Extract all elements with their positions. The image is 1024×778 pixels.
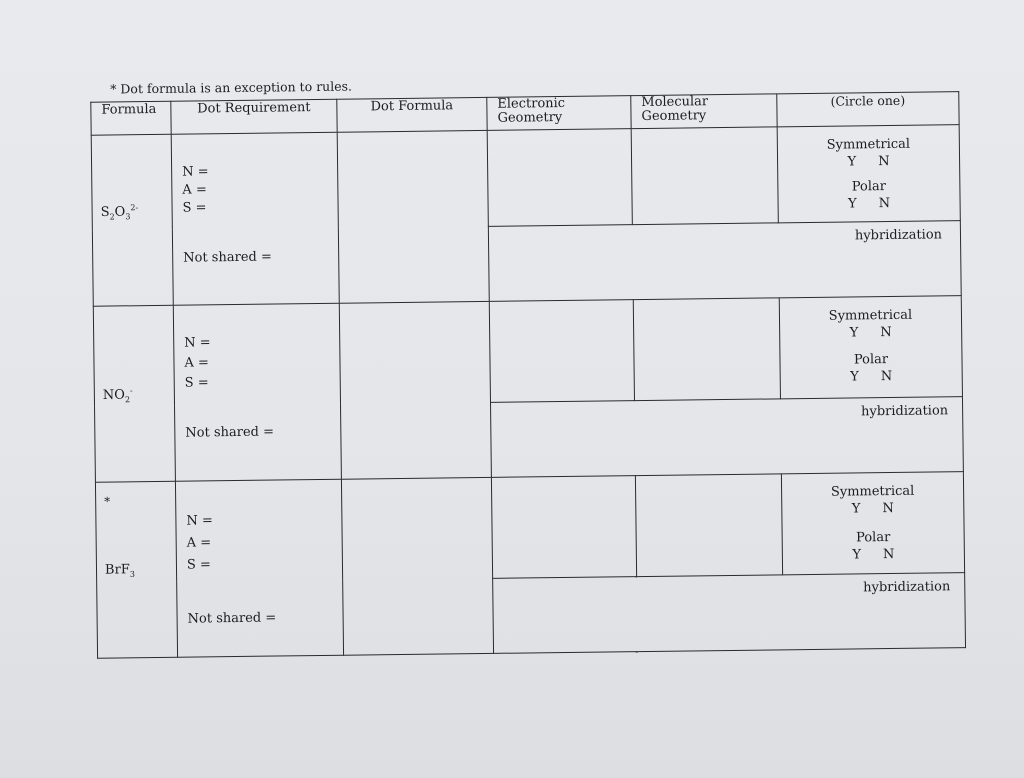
- formula-sub: 3: [125, 212, 131, 222]
- polar-no-option[interactable]: N: [882, 546, 895, 563]
- s-label: S =: [184, 375, 209, 391]
- a-label: A =: [182, 182, 207, 198]
- a-label: A =: [184, 355, 210, 371]
- electronic-geometry-cell[interactable]: [487, 129, 632, 226]
- electronic-geometry-cell[interactable]: [491, 476, 636, 578]
- polar-yes-option[interactable]: Y: [848, 196, 857, 212]
- symmetrical-no-option[interactable]: N: [878, 153, 890, 170]
- molecular-geometry-cell[interactable]: [631, 127, 778, 224]
- header-electronic-geometry: Electronic Geometry: [487, 96, 631, 131]
- formula-main: BrF: [104, 562, 130, 578]
- symmetrical-label: Symmetrical: [826, 136, 911, 153]
- hybridization-label: hybridization: [863, 578, 951, 595]
- symmetrical-no-option[interactable]: N: [882, 500, 894, 517]
- n-label: N =: [186, 513, 213, 529]
- polar-label: Polar: [855, 530, 891, 546]
- electronic-geometry-cell[interactable]: [489, 300, 634, 402]
- symmetrical-label: Symmetrical: [828, 307, 913, 324]
- formula-label: [101, 203, 139, 221]
- header-molecular-geometry: Molecular Geometry: [631, 94, 777, 129]
- formula-charge: -: [129, 386, 133, 396]
- formula-mid: O: [114, 204, 126, 220]
- polar-no-option[interactable]: N: [878, 195, 891, 212]
- s-label: S =: [186, 557, 211, 573]
- hybridization-label: hybridization: [860, 402, 949, 419]
- formula-main: NO: [102, 387, 126, 403]
- symmetrical-label: Symmetrical: [830, 483, 915, 500]
- dot-formula-cell[interactable]: [341, 477, 493, 655]
- hybridization-cell[interactable]: [488, 220, 961, 301]
- dot-requirement-cell: [171, 132, 339, 305]
- symmetrical-yes-option[interactable]: Y: [847, 154, 857, 170]
- not-shared-label: Not shared =: [187, 610, 277, 627]
- exception-note: * Dot formula is an exception to rules.: [110, 78, 353, 97]
- not-shared-label: Not shared =: [183, 249, 272, 266]
- hybridization-label: hybridization: [854, 226, 943, 243]
- hybridization-cell[interactable]: [490, 396, 963, 477]
- polar-yes-option[interactable]: Y: [852, 547, 862, 563]
- polar-yes-option[interactable]: Y: [850, 369, 859, 385]
- dot-formula-cell[interactable]: [337, 130, 489, 303]
- symmetrical-no-option[interactable]: N: [880, 324, 892, 341]
- header-formula: Formula: [91, 101, 171, 135]
- dot-requirement-cell: [175, 479, 343, 657]
- header-circle-one: (Circle one): [777, 92, 959, 127]
- header-dot-formula: Dot Formula: [337, 97, 487, 132]
- symmetrical-yes-option[interactable]: Y: [849, 325, 859, 341]
- polar-label: Polar: [853, 352, 889, 368]
- formula-main: S: [100, 204, 110, 220]
- n-label: N =: [184, 335, 211, 351]
- formula-sub: 3: [129, 569, 136, 579]
- table-row: [95, 472, 964, 583]
- molecular-geometry-cell[interactable]: [633, 298, 780, 400]
- header-dot-requirement: Dot Requirement: [171, 99, 337, 134]
- polarity-cell: [777, 125, 960, 223]
- formula-cell: [91, 134, 173, 306]
- polarity-cell: [779, 296, 962, 399]
- s-label: S =: [182, 200, 207, 216]
- formula-label: [105, 562, 135, 579]
- table-row: [93, 296, 962, 407]
- worksheet-table: [90, 91, 966, 659]
- exception-star: *: [104, 494, 111, 509]
- formula-cell: [95, 481, 177, 658]
- formula-cell: [93, 305, 175, 482]
- dot-formula-cell[interactable]: [339, 301, 491, 479]
- formula-sub: 2: [124, 395, 131, 405]
- not-shared-label: Not shared =: [185, 424, 275, 441]
- a-label: A =: [186, 535, 212, 551]
- dot-requirement-cell: [173, 303, 341, 481]
- table-row: [91, 125, 960, 231]
- hybridization-cell[interactable]: [493, 572, 966, 653]
- formula-charge: 2-: [130, 203, 139, 213]
- polar-no-option[interactable]: N: [880, 368, 893, 385]
- polarity-cell: [781, 472, 964, 575]
- formula-sub: 2: [109, 212, 115, 222]
- formula-label: [103, 386, 133, 404]
- symmetrical-yes-option[interactable]: Y: [851, 501, 861, 517]
- worksheet: [70, 67, 977, 688]
- molecular-geometry-cell[interactable]: [635, 474, 782, 576]
- polar-label: Polar: [851, 179, 887, 195]
- n-label: N =: [182, 164, 209, 180]
